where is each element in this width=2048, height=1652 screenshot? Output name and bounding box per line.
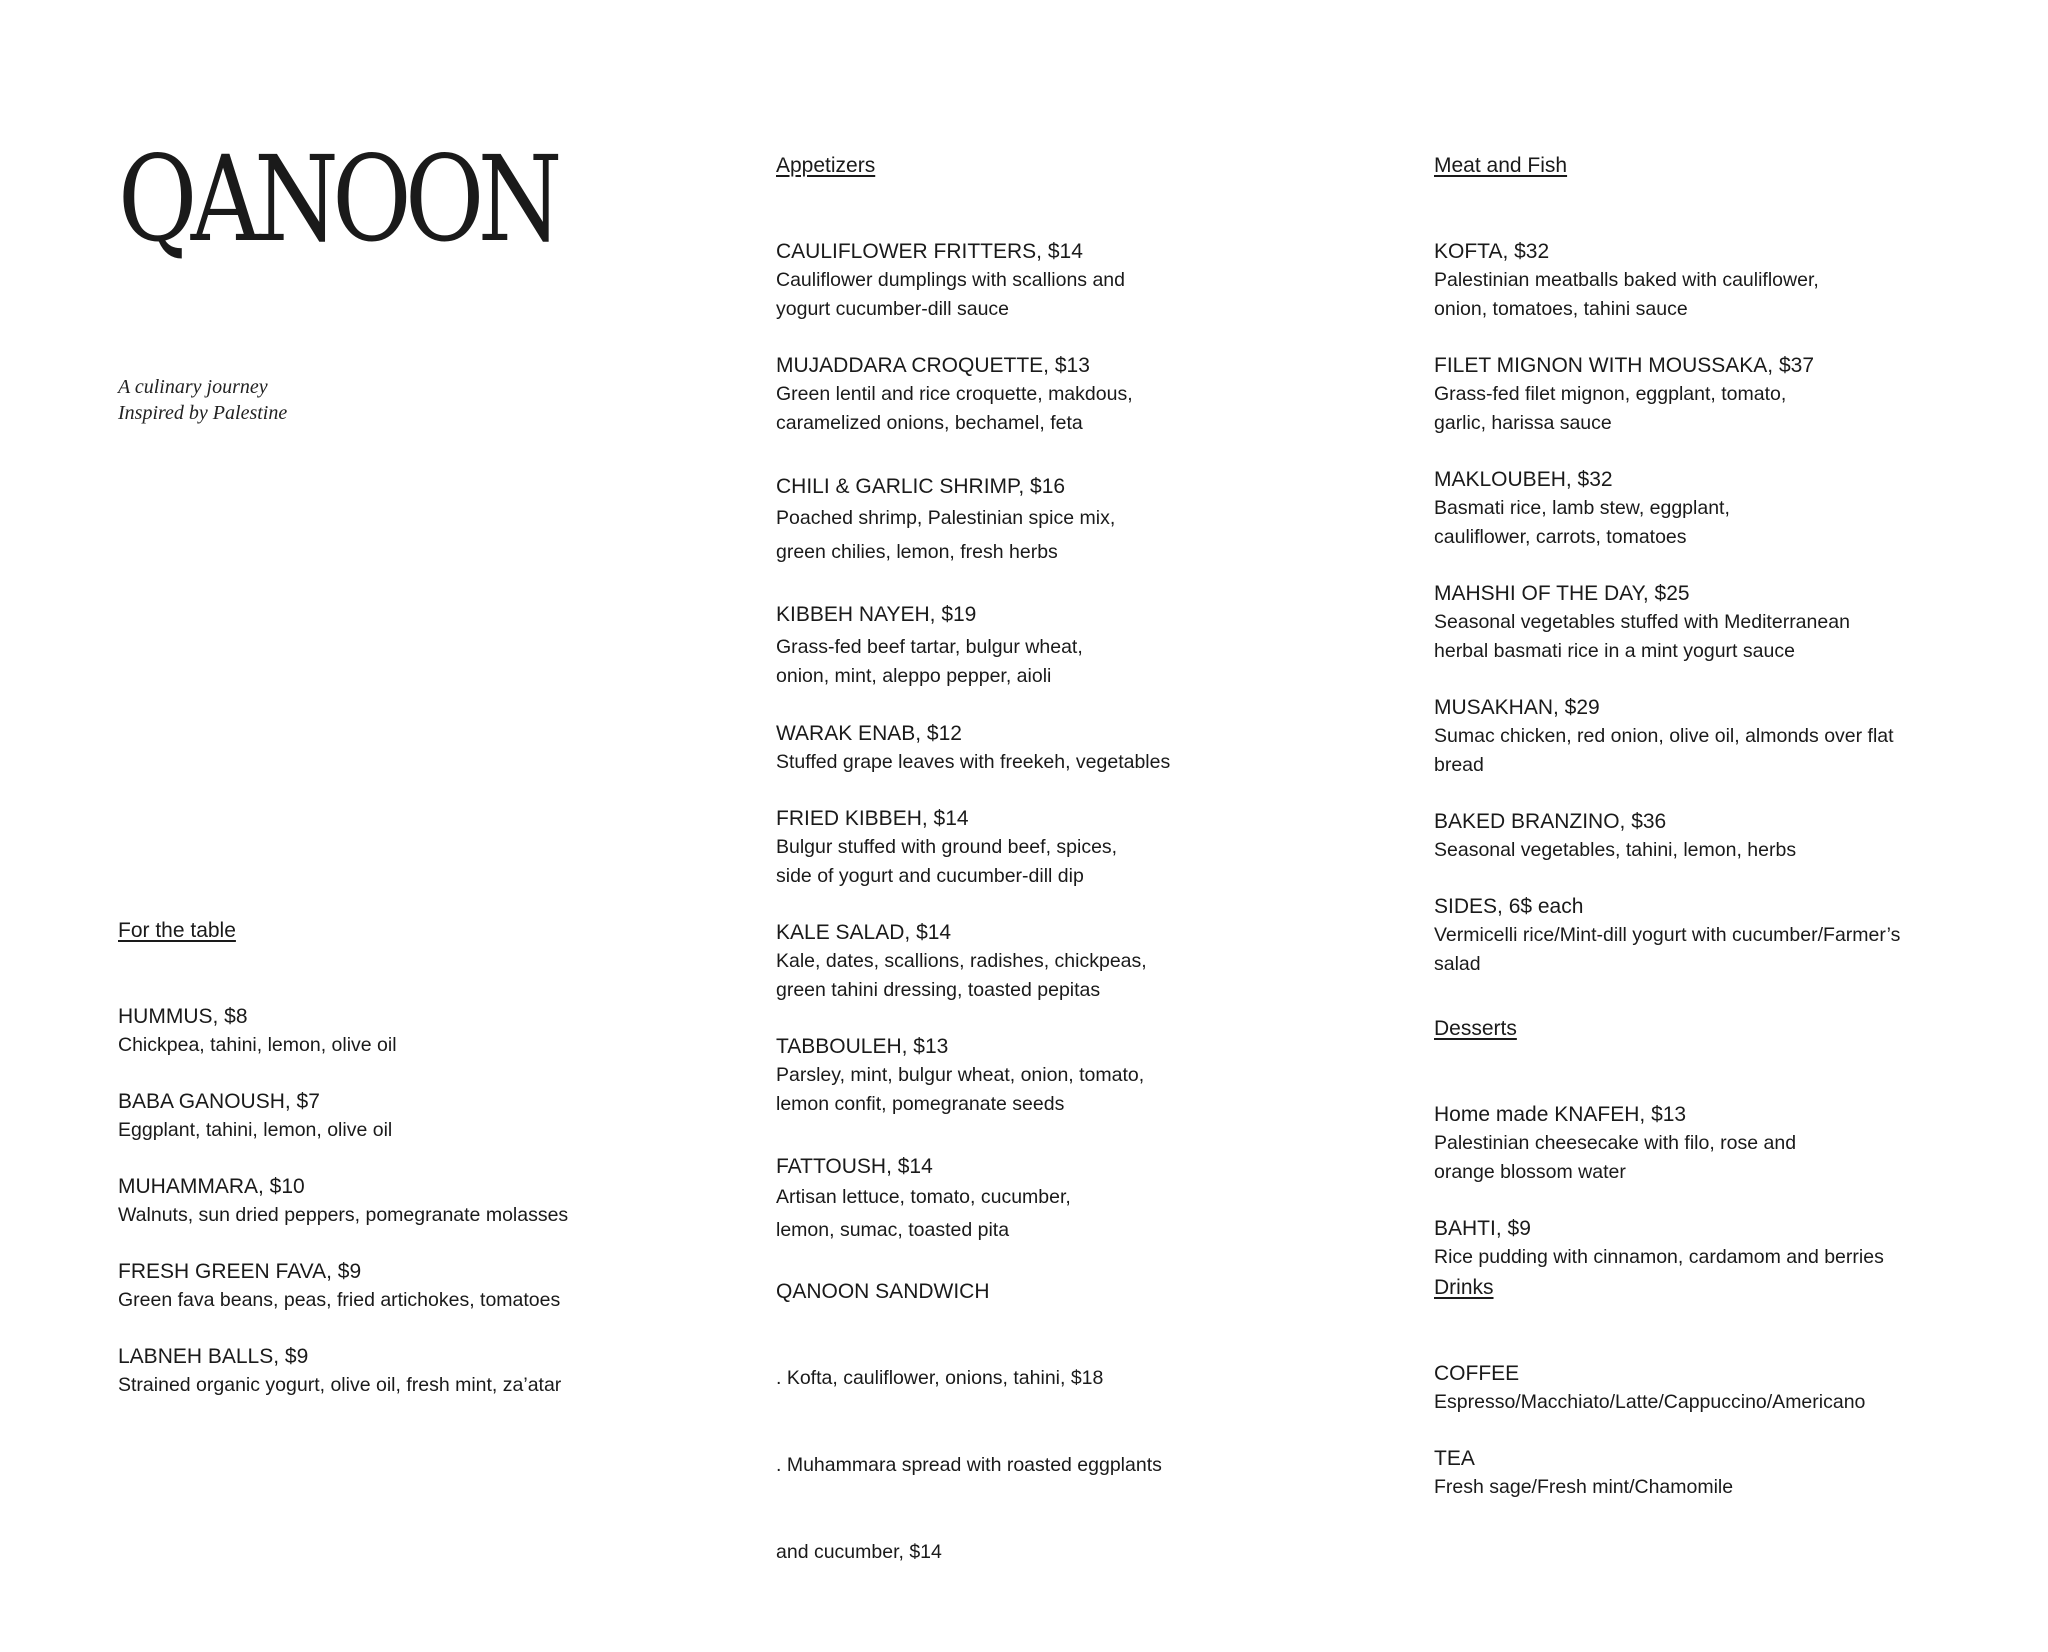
description-line: Green fava beans, peas, fried artichokes, tomatoes xyxy=(118,1289,561,1311)
item-description xyxy=(776,1181,1316,1247)
menu-item xyxy=(1434,351,1974,438)
section-desserts xyxy=(1434,1015,1974,1299)
item-name: SIDES, 6$ each xyxy=(1434,895,1584,918)
item-description xyxy=(776,501,1316,569)
item-name: KOFTA, $32 xyxy=(1434,240,1550,263)
menu-item xyxy=(776,1032,1316,1119)
item-description xyxy=(1434,921,1974,979)
item-description xyxy=(1434,608,1974,666)
item-description xyxy=(1434,836,1974,865)
item-description xyxy=(1434,1129,1974,1187)
item-name: MAKLOUBEH, $32 xyxy=(1434,468,1613,491)
menu-item xyxy=(118,1002,658,1060)
description-line: bread xyxy=(1434,754,1484,776)
item-description xyxy=(118,1201,658,1230)
menu-item xyxy=(118,1342,658,1400)
description-line: caramelized onions, bechamel, feta xyxy=(776,412,1083,434)
menu-item xyxy=(776,804,1316,891)
item-name: TEA xyxy=(1434,1447,1475,1470)
menu-item xyxy=(1434,579,1974,666)
description-line: Eggplant, tahini, lemon, olive oil xyxy=(118,1119,393,1141)
menu-item xyxy=(1434,807,1974,865)
item-description xyxy=(1434,1473,1974,1502)
section-drinks xyxy=(1434,1274,1974,1529)
item-name: FRIED KIBBEH, $14 xyxy=(776,807,969,830)
menu-item xyxy=(1434,693,1974,780)
item-description xyxy=(776,1306,1316,1625)
description-line: Seasonal vegetables stuffed with Mediterranean xyxy=(1434,611,1850,633)
tagline-line-1: A culinary journey xyxy=(118,376,268,398)
description-line: Fresh sage/Fresh mint/Chamomile xyxy=(1434,1476,1734,1498)
item-description xyxy=(776,633,1316,691)
description-line: green tahini dressing, toasted pepitas xyxy=(776,979,1101,1001)
item-description xyxy=(1434,1388,1974,1417)
section-title: Desserts xyxy=(1434,1017,1517,1040)
item-description xyxy=(1434,266,1974,324)
section-title: For the table xyxy=(118,919,236,942)
description-line: Grass-fed beef tartar, bulgur wheat, xyxy=(776,636,1083,658)
menu-item xyxy=(776,719,1316,777)
menu-item xyxy=(776,237,1316,324)
description-line: Basmati rice, lamb stew, eggplant, xyxy=(1434,497,1730,519)
section-title: Meat and Fish xyxy=(1434,154,1568,177)
section-for-the-table xyxy=(118,917,658,1427)
item-name: MUJADDARA CROQUETTE, $13 xyxy=(776,354,1090,377)
description-line: lemon confit, pomegranate seeds xyxy=(776,1093,1065,1115)
description-line: Grass-fed filet mignon, eggplant, tomato, xyxy=(1434,383,1787,405)
item-name: BAKED BRANZINO, $36 xyxy=(1434,810,1667,833)
item-description xyxy=(776,748,1316,777)
item-description xyxy=(1434,494,1974,552)
item-description xyxy=(118,1116,658,1145)
description-line: Walnuts, sun dried peppers, pomegranate molasses xyxy=(118,1204,569,1226)
menu-item xyxy=(1434,465,1974,552)
item-description xyxy=(1434,380,1974,438)
description-line: Vermicelli rice/Mint-dill yogurt with cucumber/Farmer’s xyxy=(1434,924,1901,946)
menu-item xyxy=(118,1172,658,1230)
menu-item xyxy=(776,472,1316,569)
description-line: herbal basmati rice in a mint yogurt sauce xyxy=(1434,640,1795,662)
item-description xyxy=(118,1286,658,1315)
description-line: Green lentil and rice croquette, makdous, xyxy=(776,383,1133,405)
description-line: garlic, harissa sauce xyxy=(1434,412,1612,434)
menu-item xyxy=(776,1152,1316,1247)
item-name: COFFEE xyxy=(1434,1362,1520,1385)
description-line: Kale, dates, scallions, radishes, chickpeas, xyxy=(776,950,1147,972)
menu-item xyxy=(1434,1214,1974,1272)
description-line: Artisan lettuce, tomato, cucumber, xyxy=(776,1186,1071,1208)
description-line: Palestinian meatballs baked with cauliflower, xyxy=(1434,269,1819,291)
item-name: FRESH GREEN FAVA, $9 xyxy=(118,1260,362,1283)
item-name: CHILI & GARLIC SHRIMP, $16 xyxy=(776,475,1066,498)
description-line: onion, tomatoes, tahini sauce xyxy=(1434,298,1688,320)
menu-item xyxy=(118,1087,658,1145)
description-line: green chilies, lemon, fresh herbs xyxy=(776,541,1058,563)
description-line: cauliflower, carrots, tomatoes xyxy=(1434,526,1687,548)
menu-item xyxy=(1434,1100,1974,1187)
description-line: Rice pudding with cinnamon, cardamom and berries xyxy=(1434,1246,1884,1268)
item-name: MUHAMMARA, $10 xyxy=(118,1175,305,1198)
qanoon-logo: QANOON xyxy=(118,130,556,268)
section-title: Drinks xyxy=(1434,1276,1494,1299)
description-line: yogurt cucumber-dill sauce xyxy=(776,298,1010,320)
item-description xyxy=(776,947,1316,1005)
description-line: and cucumber, $14 xyxy=(776,1541,942,1563)
section-appetizers xyxy=(776,152,1316,1652)
item-description xyxy=(776,833,1316,891)
description-line: Sumac chicken, red onion, olive oil, almonds over flat xyxy=(1434,725,1894,747)
description-line: orange blossom water xyxy=(1434,1161,1626,1183)
item-description xyxy=(118,1031,658,1060)
menu-item xyxy=(776,1277,1316,1625)
description-line: onion, mint, aleppo pepper, aioli xyxy=(776,665,1052,687)
item-description xyxy=(1434,1243,1974,1272)
item-name: FATTOUSH, $14 xyxy=(776,1155,933,1178)
item-name: BABA GANOUSH, $7 xyxy=(118,1090,320,1113)
menu-item xyxy=(1434,1444,1974,1502)
description-line: salad xyxy=(1434,953,1481,975)
description-line: Seasonal vegetables, tahini, lemon, herbs xyxy=(1434,839,1797,861)
menu-item xyxy=(1434,1359,1974,1417)
section-title: Appetizers xyxy=(776,154,876,177)
tagline xyxy=(118,374,287,426)
description-line: lemon, sumac, toasted pita xyxy=(776,1219,1010,1241)
description-line: Cauliflower dumplings with scallions and xyxy=(776,269,1126,291)
item-name: QANOON SANDWICH xyxy=(776,1280,990,1303)
description-line: Parsley, mint, bulgur wheat, onion, tomato, xyxy=(776,1064,1145,1086)
menu-item xyxy=(776,600,1316,691)
item-name: FILET MIGNON WITH MOUSSAKA, $37 xyxy=(1434,354,1815,377)
description-line: Espresso/Macchiato/Latte/Cappuccino/Americano xyxy=(1434,1391,1866,1413)
item-description xyxy=(776,380,1316,438)
item-name: HUMMUS, $8 xyxy=(118,1005,248,1028)
description-line: Poached shrimp, Palestinian spice mix, xyxy=(776,507,1116,529)
item-description xyxy=(776,266,1316,324)
description-line: Strained organic yogurt, olive oil, fresh mint, za’atar xyxy=(118,1374,562,1396)
item-name: LABNEH BALLS, $9 xyxy=(118,1345,309,1368)
item-name: BAHTI, $9 xyxy=(1434,1217,1531,1240)
item-name: KIBBEH NAYEH, $19 xyxy=(776,603,977,626)
description-line: . Kofta, cauliflower, onions, tahini, $18 xyxy=(776,1367,1104,1389)
menu-item xyxy=(776,351,1316,438)
item-name: CAULIFLOWER FRITTERS, $14 xyxy=(776,240,1083,263)
menu-item xyxy=(776,918,1316,1005)
item-description xyxy=(1434,722,1974,780)
item-description xyxy=(118,1371,658,1400)
description-line: Stuffed grape leaves with freekeh, vegetables xyxy=(776,751,1171,773)
item-name: Home made KNAFEH, $13 xyxy=(1434,1103,1687,1126)
tagline-line-2: Inspired by Palestine xyxy=(118,402,288,424)
menu-item xyxy=(118,1257,658,1315)
description-line: Bulgur stuffed with ground beef, spices, xyxy=(776,836,1118,858)
item-name: KALE SALAD, $14 xyxy=(776,921,952,944)
description-line: Palestinian cheesecake with filo, rose and xyxy=(1434,1132,1797,1154)
description-line: . Muhammara spread with roasted eggplants xyxy=(776,1454,1162,1476)
item-description xyxy=(776,1061,1316,1119)
description-line: Chickpea, tahini, lemon, olive oil xyxy=(118,1034,397,1056)
section-meat-and-fish xyxy=(1434,152,1974,1006)
menu-item xyxy=(1434,237,1974,324)
description-line: side of yogurt and cucumber-dill dip xyxy=(776,865,1084,887)
item-name: WARAK ENAB, $12 xyxy=(776,722,962,745)
menu-item xyxy=(1434,892,1974,979)
item-name: MUSAKHAN, $29 xyxy=(1434,696,1600,719)
item-name: MAHSHI OF THE DAY, $25 xyxy=(1434,582,1690,605)
item-name: TABBOULEH, $13 xyxy=(776,1035,949,1058)
